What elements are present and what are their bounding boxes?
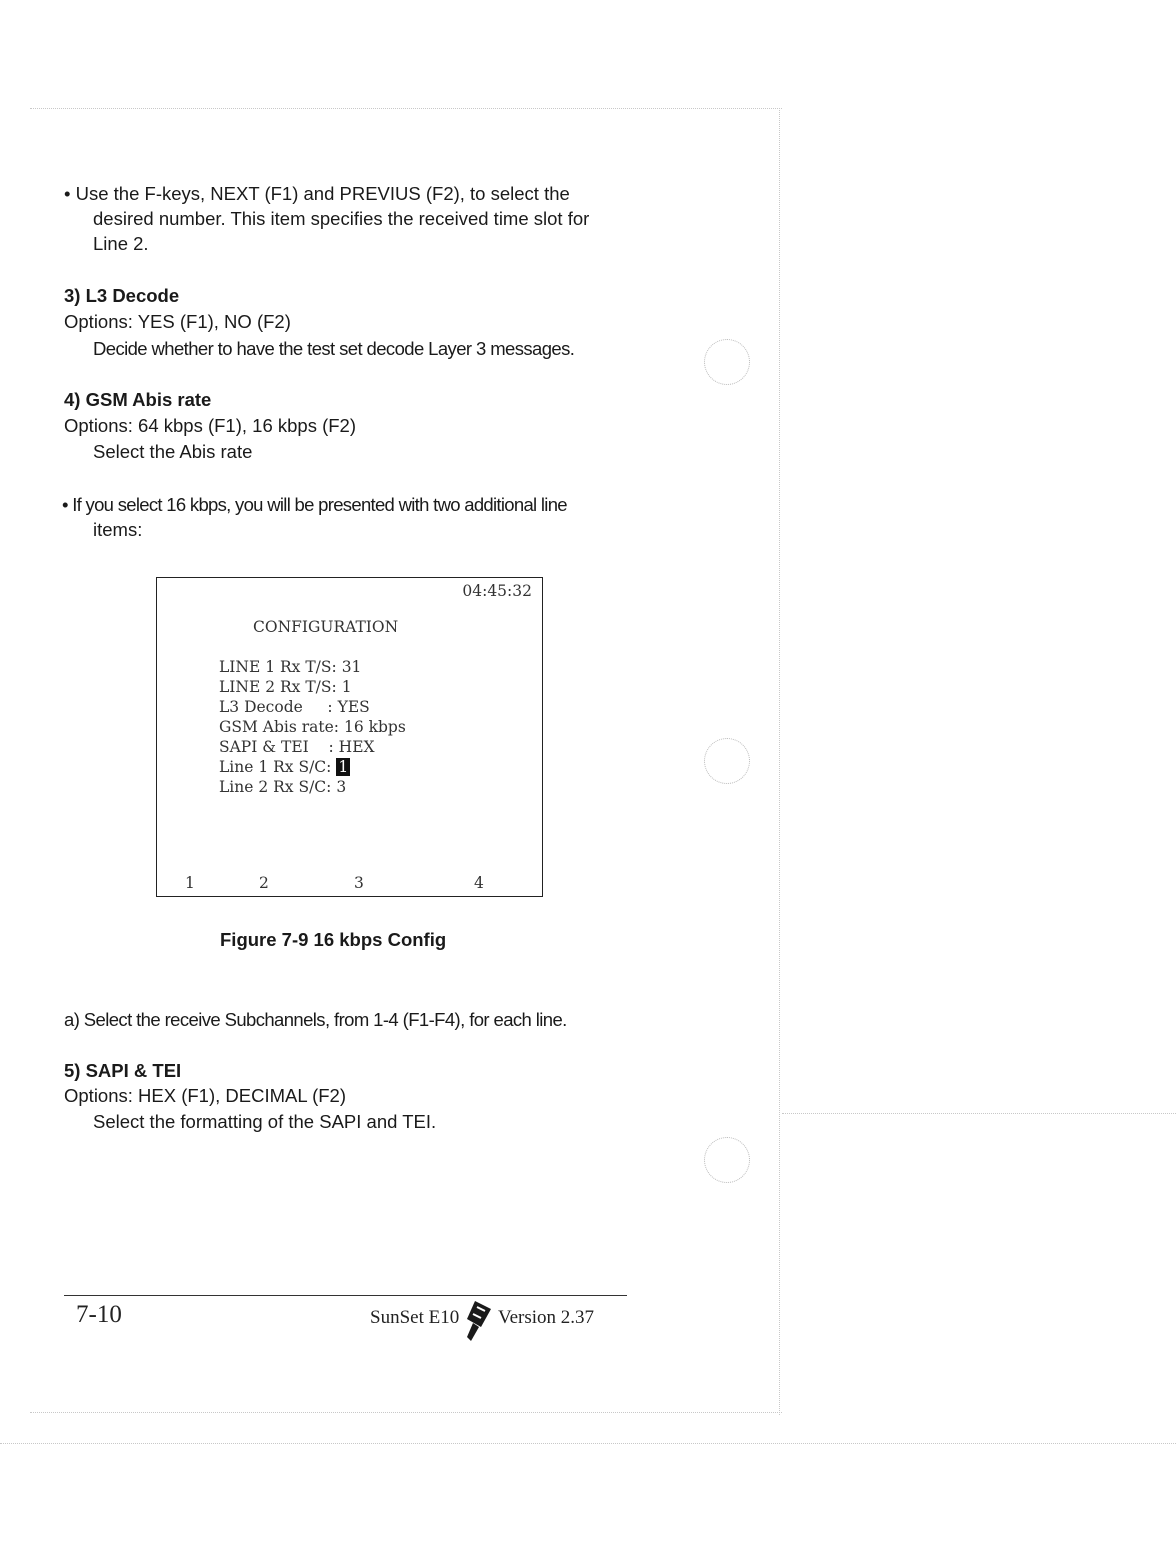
fkey-3[interactable]: 3: [354, 874, 364, 892]
screen-row-line2-ts: [219, 678, 352, 696]
row-label: LINE 1 Rx T/S:: [219, 658, 337, 676]
intro-bullet-line-2: desired number. This item specifies the received time slot for: [93, 208, 590, 229]
right-panel-rule: [782, 1113, 1176, 1114]
row-value: 1: [341, 678, 352, 696]
row-label: GSM Abis rate:: [219, 718, 340, 736]
screen-row-sapi-tei: [219, 738, 375, 756]
subchannel-note: a) Select the receive Subchannels, from 1-4 (F1-F4), for each line.: [64, 1009, 567, 1030]
section-description: Select the formatting of the SAPI and TEI.: [93, 1111, 437, 1132]
config-screen: [156, 577, 543, 897]
row-label: Line 1 Rx S/C:: [219, 758, 332, 776]
section-description: Select the Abis rate: [93, 441, 253, 462]
section-heading: 4) GSM Abis rate: [64, 389, 212, 410]
screen-row-abis-rate: [219, 718, 406, 736]
fkey-2[interactable]: 2: [259, 874, 269, 892]
sunset-logo-icon: [463, 1299, 493, 1343]
row-value: 16 kbps: [343, 718, 406, 736]
intro-bullet-line-1: • Use the F-keys, NEXT (F1) and PREVIUS (F2), to select the: [64, 183, 570, 204]
screen-row-l3-decode: [219, 698, 370, 716]
page-right-edge: [779, 110, 780, 1415]
section-options: Options: 64 kbps (F1), 16 kbps (F2): [64, 415, 357, 436]
top-dotted-edge: [30, 108, 782, 109]
binder-hole-top: [704, 339, 750, 385]
note-bullet-line-1: • If you select 16 kbps, you will be presented with two additional line: [62, 494, 567, 515]
row-value: 3: [336, 778, 347, 796]
section-heading: 3) L3 Decode: [64, 285, 180, 306]
row-value: YES: [337, 698, 370, 716]
screen-title: CONFIGURATION: [253, 618, 399, 636]
screen-cursor-value[interactable]: 1: [338, 758, 349, 776]
screen-row-line2-sc: [219, 778, 346, 796]
row-label: L3 Decode :: [219, 698, 333, 716]
row-value: 31: [341, 658, 362, 676]
footer-product: SunSet E10: [370, 1307, 460, 1328]
section-options: Options: YES (F1), NO (F2): [64, 311, 291, 332]
row-label: Line 2 Rx S/C:: [219, 778, 332, 796]
footer-rule: [64, 1295, 627, 1296]
note-bullet-line-2: items:: [93, 519, 143, 540]
screen-row-line1-sc: [219, 758, 350, 776]
section-options: Options: HEX (F1), DECIMAL (F2): [64, 1085, 347, 1106]
page-number: 7-10: [76, 1301, 122, 1328]
fkey-4[interactable]: 4: [474, 874, 484, 892]
binder-hole-bottom: [704, 1137, 750, 1183]
screen-time: 04:45:32: [462, 582, 532, 600]
fkey-1[interactable]: 1: [185, 874, 195, 892]
bottom-dotted-edge: [30, 1412, 782, 1413]
figure-caption: Figure 7-9 16 kbps Config: [220, 929, 447, 950]
binder-hole-middle: [704, 738, 750, 784]
screen-row-line1-ts: [219, 658, 361, 676]
lower-scan-edge: [0, 1443, 1176, 1444]
row-label: LINE 2 Rx T/S:: [219, 678, 337, 696]
intro-bullet-line-3: Line 2.: [93, 233, 149, 254]
footer-version: Version 2.37: [498, 1307, 595, 1328]
row-value: HEX: [338, 738, 375, 756]
section-description: Decide whether to have the test set decode Layer 3 messages.: [93, 338, 575, 359]
section-heading: 5) SAPI & TEI: [64, 1060, 182, 1081]
row-label: SAPI & TEI :: [219, 738, 334, 756]
